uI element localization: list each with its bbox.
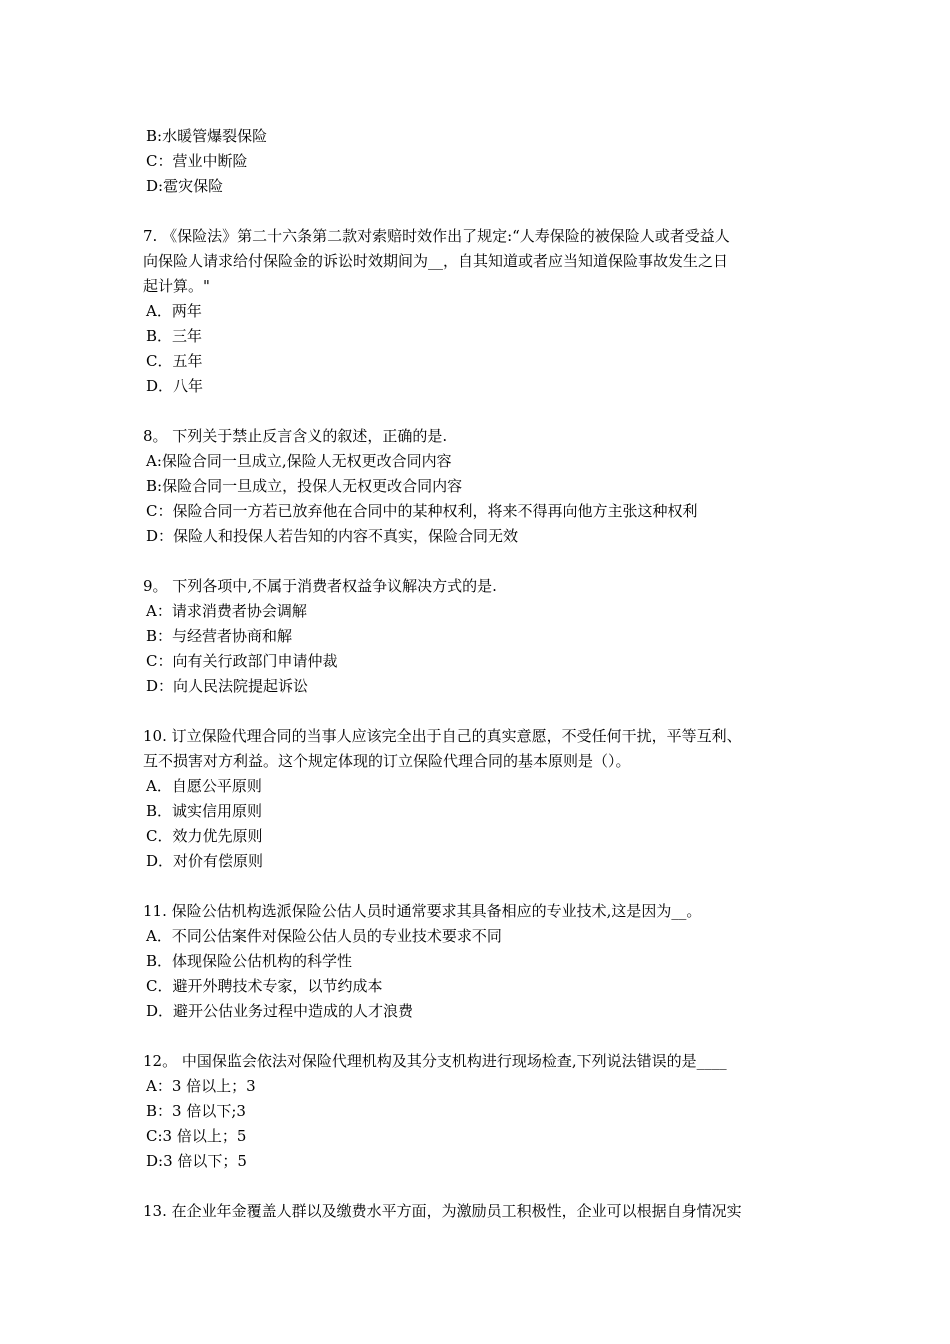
option-b: B．诚实信用原则 [146, 802, 263, 820]
option-b: B：3 倍以下;3 [146, 1102, 246, 1120]
option-d: D．避开公估业务过程中造成的人才浪费 [146, 1002, 414, 1020]
question-stem: 9。 下列各项中,不属于消费者权益争议解决方式的是. [143, 577, 497, 595]
leading-options [143, 124, 823, 199]
option-b: B．体现保险公估机构的科学性 [146, 952, 353, 970]
spacer [143, 1174, 823, 1199]
spacer [143, 399, 823, 424]
option-c: C：向有关行政部门申请仲裁 [146, 652, 338, 670]
spacer [143, 1024, 823, 1049]
option-c: C．避开外聘技术专家，以节约成本 [146, 977, 383, 995]
question-stem: 互不损害对方利益。这个规定体现的订立保险代理合同的基本原则是（）。 [143, 752, 631, 770]
question-9 [143, 574, 823, 699]
option-a: A．两年 [146, 302, 202, 320]
question-stem: 7. 《保险法》第二十六条第二款对索赔时效作出了规定:“人寿保险的被保险人或者受益人 [143, 227, 730, 245]
spacer [143, 874, 823, 899]
question-stem: 10. 订立保险代理合同的当事人应该完全出于自己的真实意愿，不受任何干扰，平等互利、 [143, 727, 742, 745]
option-d: D．对价有偿原则 [146, 852, 264, 870]
option-c: C：营业中断险 [146, 152, 248, 170]
option-d: D：向人民法院提起诉讼 [146, 677, 309, 695]
option-c: C．五年 [146, 352, 203, 370]
question-13 [143, 1199, 823, 1224]
question-8 [143, 424, 823, 549]
option-d: D:3 倍以下；5 [146, 1152, 247, 1170]
option-c: C:3 倍以上；5 [146, 1127, 247, 1145]
question-11 [143, 899, 823, 1024]
question-stem: 11. 保险公估机构选派保险公估人员时通常要求其具备相应的专业技术,这是因为__。 [143, 902, 702, 920]
document-body [143, 124, 823, 1224]
option-a: A：3 倍以上；3 [146, 1077, 256, 1095]
option-d: D．八年 [146, 377, 204, 395]
question-stem: 12。 中国保监会依法对保险代理机构及其分支机构进行现场检查,下列说法错误的是____ [143, 1052, 727, 1070]
option-a: A：请求消费者协会调解 [146, 602, 307, 620]
question-7 [143, 224, 823, 399]
question-stem: 向保险人请求给付保险金的诉讼时效期间为__，自其知道或者应当知道保险事故发生之日 [143, 252, 729, 270]
option-b: B：与经营者协商和解 [146, 627, 293, 645]
option-a: A．不同公估案件对保险公估人员的专业技术要求不同 [146, 927, 502, 945]
question-12 [143, 1049, 823, 1174]
option-b: B:保险合同一旦成立，投保人无权更改合同内容 [146, 477, 463, 495]
option-b: B:水暖管爆裂保险 [146, 127, 268, 145]
option-a: A:保险合同一旦成立,保险人无权更改合同内容 [146, 452, 452, 470]
option-c: C．效力优先原则 [146, 827, 263, 845]
option-a: A．自愿公平原则 [146, 777, 262, 795]
question-10 [143, 724, 823, 874]
option-d: D:雹灾保险 [146, 177, 224, 195]
question-stem: 起计算。" [143, 277, 210, 295]
question-stem: 8。 下列关于禁止反言含义的叙述，正确的是. [143, 427, 448, 445]
spacer [143, 699, 823, 724]
question-stem: 13. 在企业年金覆盖人群以及缴费水平方面，为激励员工积极性，企业可以根据自身情况实 [143, 1202, 742, 1220]
spacer [143, 199, 823, 224]
option-c: C：保险合同一方若已放弃他在合同中的某种权利，将来不得再向他方主张这种权利 [146, 502, 698, 520]
option-d: D：保险人和投保人若告知的内容不真实，保险合同无效 [146, 527, 519, 545]
spacer [143, 549, 823, 574]
option-b: B．三年 [146, 327, 203, 345]
